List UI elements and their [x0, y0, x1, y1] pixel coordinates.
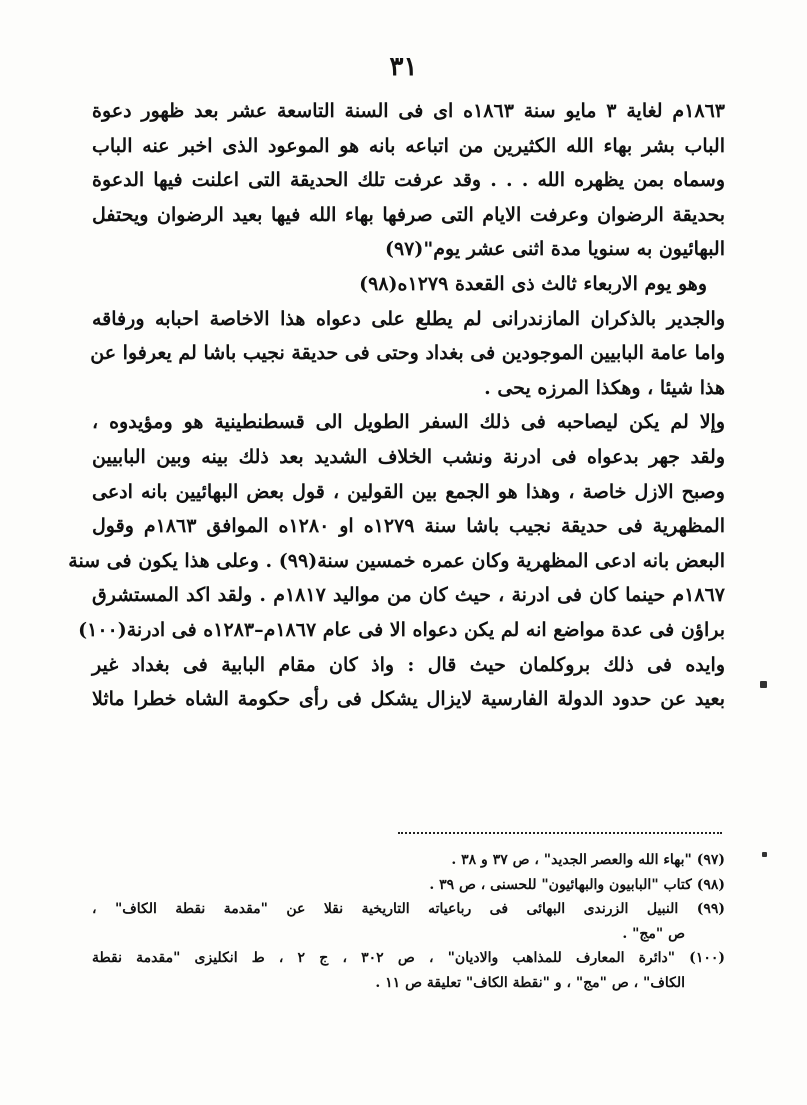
- text-line: وهو يوم الاربعاء ثالث ذى القعدة ١٢٧٩ه(٩٨): [359, 272, 707, 295]
- text-line: المظهرية فى حديقة نجيب باشا سنة ١٢٧٩ه او ١٢٨٠ه الموافق ١٨٦٣م وقول: [92, 515, 726, 538]
- footnote-97: (٩٧) "بهاء الله والعصر الجديد" ، ص ٣٧ و ٣٨ .: [451, 852, 725, 868]
- text-line: بحديقة الرضوان وعرفت الايام التى صرفها بهاء الله فيها بعيد الرضوان ويحتفل: [92, 203, 725, 226]
- text-line: بعيد عن حدود الدولة الفارسية لايزال يشكل فى رأى حكومة الشاه خطرا ماثلا: [92, 688, 725, 711]
- text-line: وصبح الازل خاصة ، وهذا هو الجمع بين القولين ، قول بعض البهائيين بانه ادعى: [92, 480, 725, 503]
- text-line: وايده فى ذلك بروكلمان حيث قال : واذ كان مقام البابية فى بغداد غير: [92, 653, 725, 676]
- text-line: الباب بشر بهاء الله الكثيرين من اتباعه بانه هو الموعود الذى اخبر عنه الباب: [92, 134, 725, 157]
- footnotes: [92, 848, 725, 995]
- footnote-99: (٩٩) النبيل الزرندى البهائى فى رباعياته التاريخية نقلا عن "مقدمة نقطة الكاف" ،: [92, 901, 725, 917]
- footnote-100: (١٠٠) "دائرة المعارف للمذاهب والاديان" ، ص ٣٠٢ ، ج ٢ ، ط انكليزى "مقدمة نقطة: [92, 950, 725, 966]
- text-line: واما عامة البابيين الموجودين فى بغداد وحتى فى حديقة نجيب باشا لم يعرفوا عن: [90, 342, 725, 365]
- scan-mark: [762, 852, 767, 857]
- text-line: وسماه بمن يظهره الله . . . وقد عرفت تلك الحديقة التى اعلنت فيها الدعوة: [92, 169, 725, 192]
- text-line: ولقد جهر بدعواه فى ادرنة ونشب الخلاف الشديد بعد ذلك بينه وبين البابيين: [92, 445, 725, 468]
- text-line: البهائيون به سنويا مدة اثنى عشر يوم"(٩٧): [384, 238, 725, 261]
- text-line: ١٨٦٧م حينما كان فى ادرنة ، حيث كان من مواليد ١٨١٧م . ولقد اكد المستشرق: [92, 584, 725, 607]
- footnote-100-continued: الكاف" ، ص "مج" ، و "نقطة الكاف" تعليقة ص ١١ .: [375, 974, 685, 991]
- footnote-98: (٩٨) كتاب "البابيون والبهائيون" للحسنى ، ص ٣٩ .: [429, 876, 725, 893]
- text-line: هذا شيئا ، وهكذا المرزه يحى .: [484, 376, 725, 399]
- footnote-99-continued: ص "مج" .: [622, 925, 685, 942]
- body-text: [68, 94, 726, 717]
- text-line: البعض بانه ادعى المظهرية وكان عمره خمسين سنة(٩٩) . وعلى هذا يكون فى سنة: [68, 549, 725, 572]
- page-number: ٣١: [389, 52, 418, 82]
- footnote-separator: [398, 832, 722, 834]
- text-line: براؤن فى عدة مواضع انه لم يكن دعواه الا فى عام ١٨٦٧م–١٢٨٣ه فى ادرنة(١٠٠): [78, 618, 725, 641]
- text-line: وإلا لم يكن ليصاحبه فى ذلك السفر الطويل الى قسطنطينية هو ومؤيدوه ،: [92, 411, 725, 434]
- text-line: ١٨٦٣م لغاية ٣ مايو سنة ١٨٦٣ه اى فى السنة التاسعة عشر بعد ظهور دعوة: [92, 100, 725, 122]
- scan-mark: [760, 681, 767, 688]
- text-line: والجدير بالذكران المازندرانى لم يطلع على دعواه هذا الاخاصة احبابه ورفاقه: [92, 307, 725, 330]
